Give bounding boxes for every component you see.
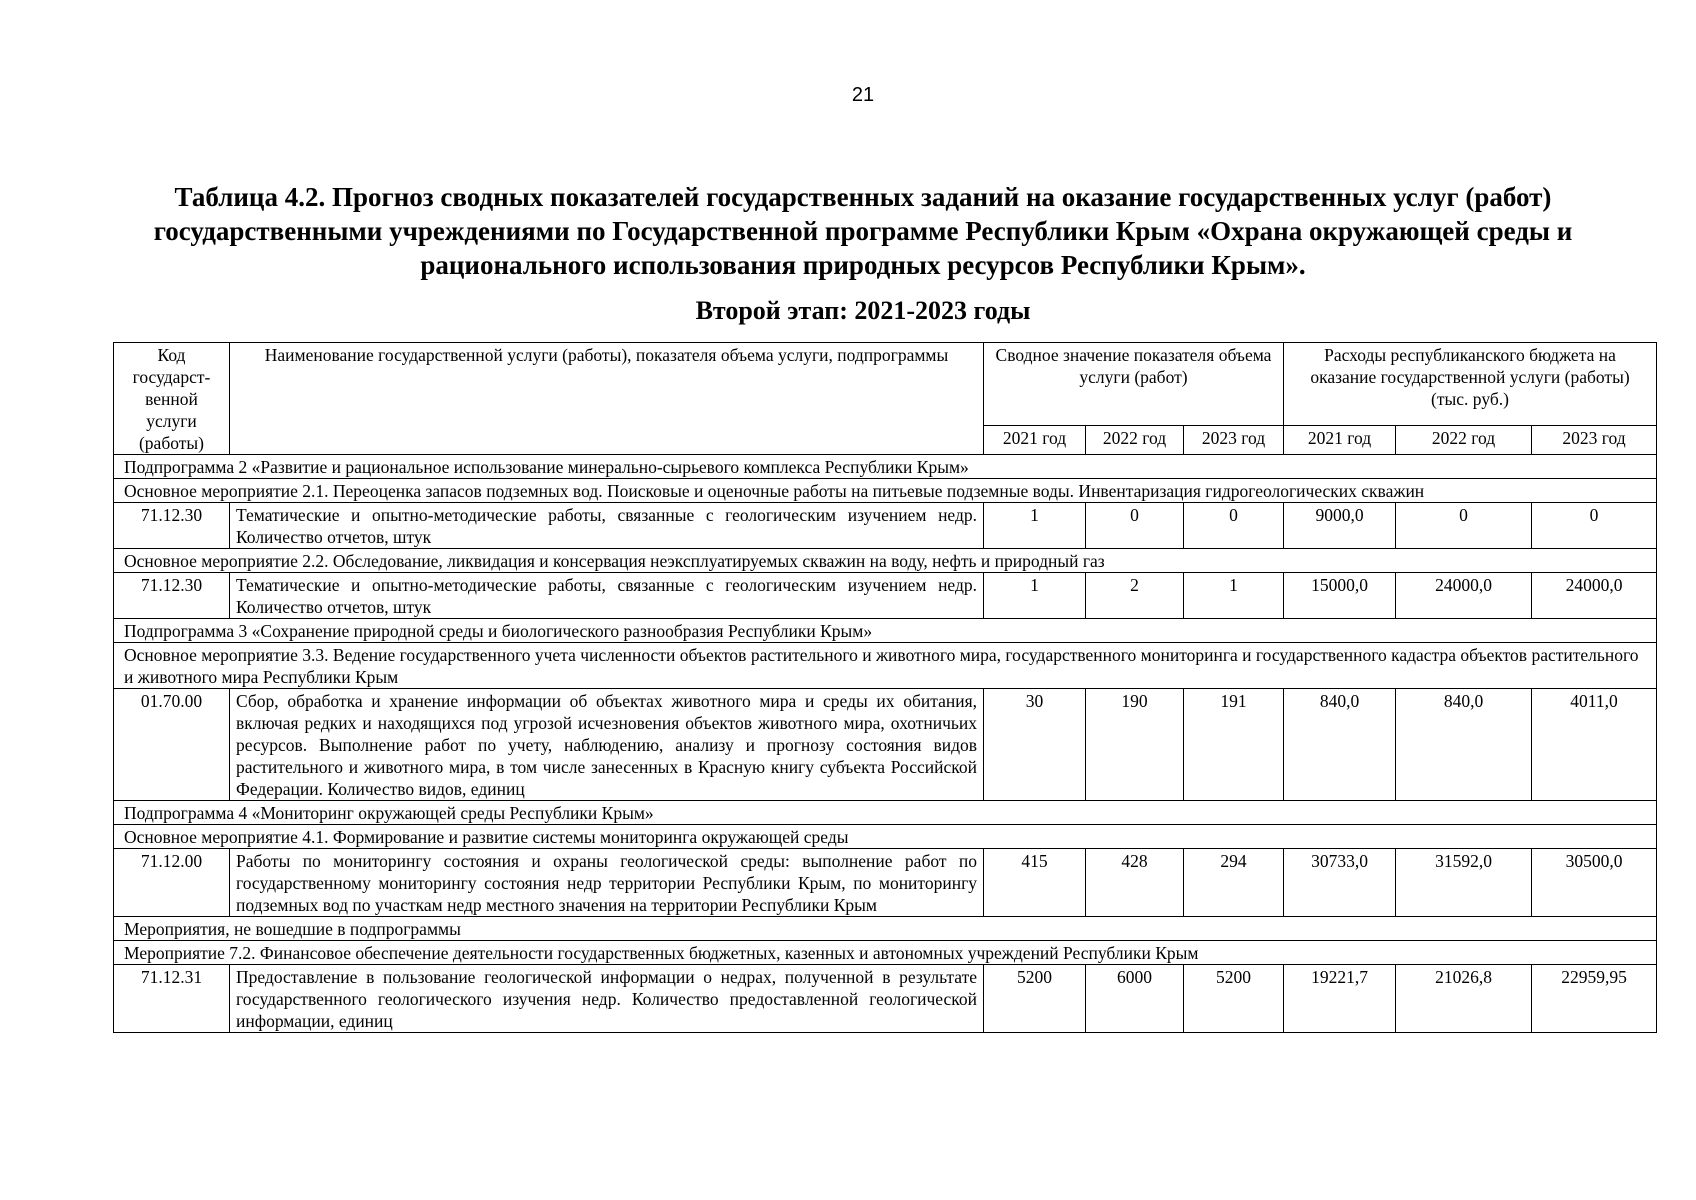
budget-2021-cell: 9000,0	[1284, 503, 1396, 549]
budget-2022-cell: 0	[1396, 503, 1532, 549]
volume-2023-cell: 0	[1184, 503, 1284, 549]
budget-2023-cell: 4011,0	[1532, 689, 1657, 801]
header-budget-2022: 2022 год	[1396, 425, 1532, 454]
table-row	[114, 689, 1657, 801]
budget-2021-cell: 30733,0	[1284, 849, 1396, 917]
volume-2022-cell: 190	[1086, 689, 1184, 801]
table-body	[114, 455, 1657, 1033]
section-row	[114, 549, 1657, 573]
service-code: 71.12.00	[114, 849, 230, 917]
stage-subtitle: Второй этап: 2021-2023 годы	[695, 296, 1031, 325]
section-heading: Подпрограмма 3 «Сохранение природной среды и биологического разнообразия Республики Крым»	[114, 619, 1657, 643]
volume-2021-cell: 1	[984, 503, 1086, 549]
budget-2022-cell: 31592,0	[1396, 849, 1532, 917]
volume-2021-cell: 5200	[984, 965, 1086, 1033]
budget-2023-cell: 22959,95	[1532, 965, 1657, 1033]
section-row	[114, 917, 1657, 941]
section-row	[114, 455, 1657, 479]
section-heading: Подпрограмма 2 «Развитие и рациональное использование минерально-сырьевого комплекса Республики Крым»	[114, 455, 1657, 479]
section-heading: Основное мероприятие 2.2. Обследование, ликвидация и консервация неэксплуатируемых скважин на воду, нефть и природный газ	[114, 549, 1657, 573]
budget-2023-cell: 0	[1532, 503, 1657, 549]
service-code: 71.12.30	[114, 503, 230, 549]
table-row	[114, 849, 1657, 917]
volume-2023-cell: 1	[1184, 573, 1284, 619]
table-title: Таблица 4.2. Прогноз сводных показателей государственных заданий на оказание государственных услуг (работ) государственными учреждениями по Государственной программе Республики Крым «Охрана окружающей среды и рационального использования природных ресурсов Республики Крым».	[153, 182, 1573, 280]
section-heading: Основное мероприятие 4.1. Формирование и развитие системы мониторинга окружающей среды	[114, 825, 1657, 849]
header-volume: Сводное значение показателя объема услуги (работ)	[984, 343, 1284, 426]
header-volume-2023: 2023 год	[1184, 425, 1284, 454]
header-code: Код государст-венной услуги (работы)	[114, 343, 230, 455]
volume-2022-cell: 2	[1086, 573, 1184, 619]
table-row	[114, 503, 1657, 549]
forecast-table	[113, 342, 1657, 1033]
section-row	[114, 801, 1657, 825]
service-name: Тематические и опытно-методические работы, связанные с геологическим изучением недр. Количество отчетов, штук	[230, 573, 984, 619]
volume-2023-cell: 191	[1184, 689, 1284, 801]
volume-2022-cell: 0	[1086, 503, 1184, 549]
section-row	[114, 825, 1657, 849]
volume-2022-cell: 428	[1086, 849, 1184, 917]
page-number: 21	[851, 84, 875, 106]
volume-2023-cell: 5200	[1184, 965, 1284, 1033]
budget-2021-cell: 19221,7	[1284, 965, 1396, 1033]
service-code: 71.12.30	[114, 573, 230, 619]
service-name: Работы по мониторингу состояния и охраны геологической среды: выполнение работ по государственному мониторингу состояния недр территории Республики Крым, по мониторингу подземных вод по участкам недр местного значения на территории Республики Крым	[230, 849, 984, 917]
service-code: 01.70.00	[114, 689, 230, 801]
header-volume-2022: 2022 год	[1086, 425, 1184, 454]
header-budget-2023: 2023 год	[1532, 425, 1657, 454]
section-heading: Подпрограмма 4 «Мониторинг окружающей среды Республики Крым»	[114, 801, 1657, 825]
section-row	[114, 479, 1657, 503]
volume-2021-cell: 1	[984, 573, 1086, 619]
table-row	[114, 573, 1657, 619]
header-volume-2021: 2021 год	[984, 425, 1086, 454]
header-budget-2021: 2021 год	[1284, 425, 1396, 454]
header-budget: Расходы республиканского бюджета на оказание государственной услуги (работы) (тыс. руб.)	[1284, 343, 1657, 426]
service-name: Предоставление в пользование геологической информации о недрах, полученной в результате государственного геологического изучения недр. Количество предоставленной геологической информации, единиц	[230, 965, 984, 1033]
budget-2022-cell: 21026,8	[1396, 965, 1532, 1033]
volume-2021-cell: 30	[984, 689, 1086, 801]
service-code: 71.12.31	[114, 965, 230, 1033]
volume-2021-cell: 415	[984, 849, 1086, 917]
volume-2023-cell: 294	[1184, 849, 1284, 917]
service-name: Сбор, обработка и хранение информации об объектах животного мира и среды их обитания, включая редких и находящихся под угрозой исчезновения объектов животного мира, охотничьих ресурсов. Выполнение работ по учету, наблюдению, анализу и прогнозу состояния видов растительного и животного мира, в том числе занесенных в Красную книгу субъекта Российской Федерации. Количество видов, единиц	[230, 689, 984, 801]
budget-2021-cell: 840,0	[1284, 689, 1396, 801]
table-row	[114, 965, 1657, 1033]
budget-2021-cell: 15000,0	[1284, 573, 1396, 619]
section-heading: Мероприятие 7.2. Финансовое обеспечение деятельности государственных бюджетных, казенных и автономных учреждений Республики Крым	[114, 941, 1657, 965]
service-name: Тематические и опытно-методические работы, связанные с геологическим изучением недр. Количество отчетов, штук	[230, 503, 984, 549]
section-row	[114, 643, 1657, 689]
budget-2023-cell: 24000,0	[1532, 573, 1657, 619]
section-row	[114, 941, 1657, 965]
header-name: Наименование государственной услуги (работы), показателя объема услуги, подпрограммы	[230, 343, 984, 455]
volume-2022-cell: 6000	[1086, 965, 1184, 1033]
budget-2022-cell: 840,0	[1396, 689, 1532, 801]
section-row	[114, 619, 1657, 643]
budget-2022-cell: 24000,0	[1396, 573, 1532, 619]
section-heading: Основное мероприятие 2.1. Переоценка запасов подземных вод. Поисковые и оценочные работы на питьевые подземные воды. Инвентаризация гидрогеологических скважин	[114, 479, 1657, 503]
section-heading: Основное мероприятие 3.3. Ведение государственного учета численности объектов растительного и животного мира, государственного мониторинга и государственного кадастра объектов растительного и животного мира Республики Крым	[114, 643, 1657, 689]
section-heading: Мероприятия, не вошедшие в подпрограммы	[114, 917, 1657, 941]
budget-2023-cell: 30500,0	[1532, 849, 1657, 917]
